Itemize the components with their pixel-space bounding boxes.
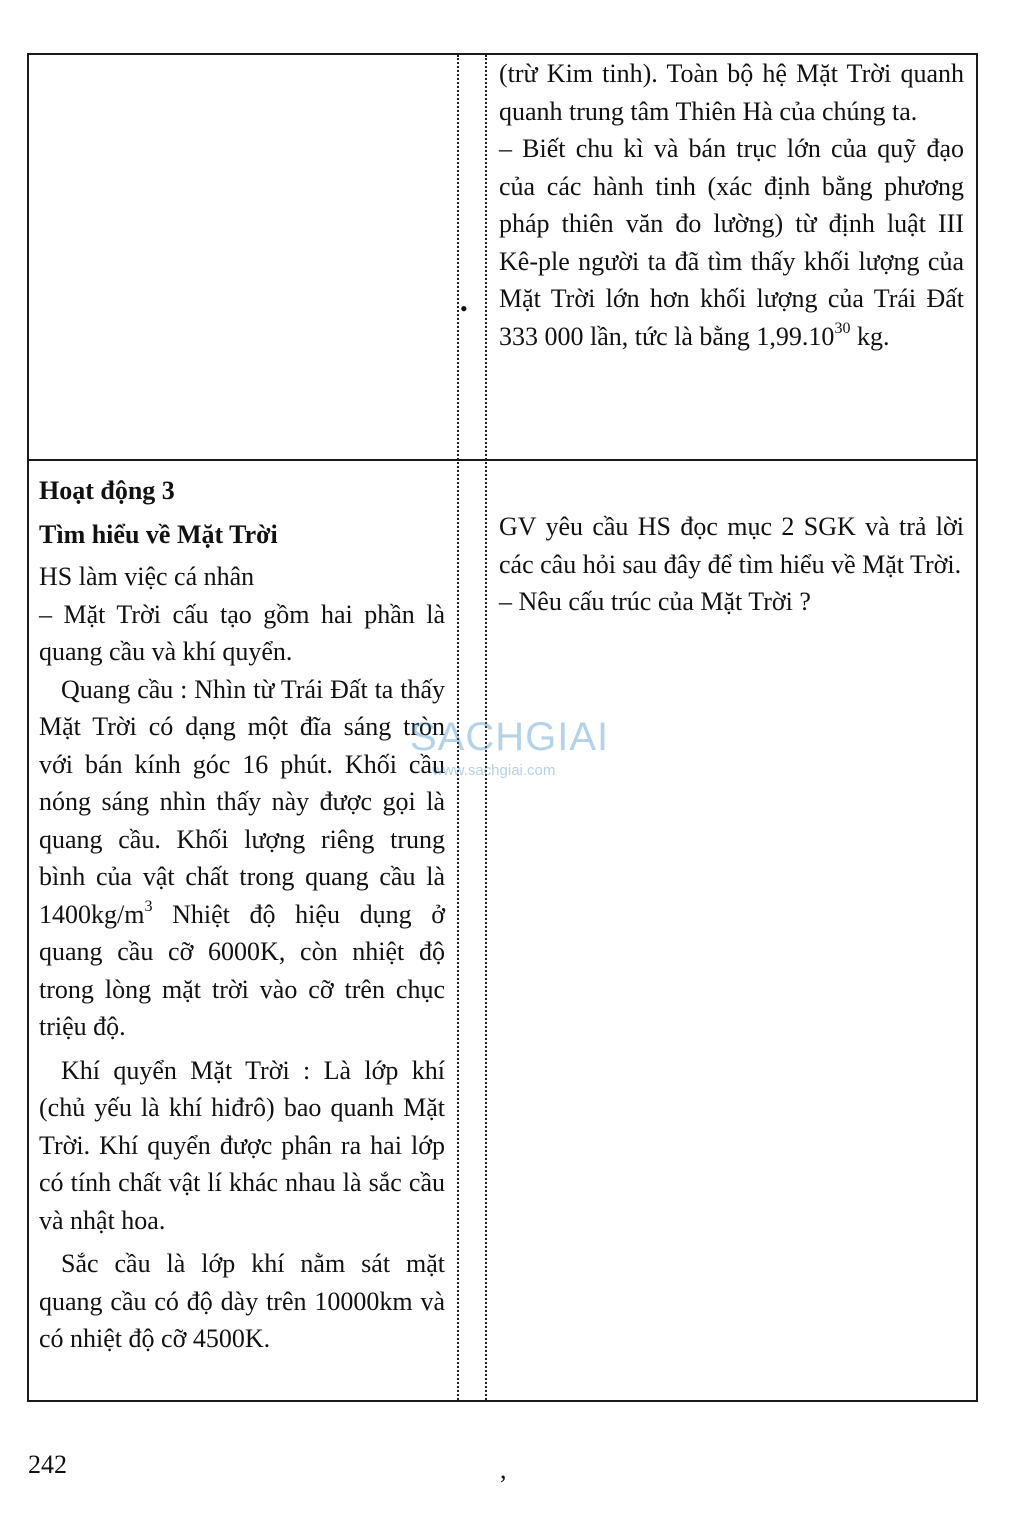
bullet-mark: • <box>460 296 468 321</box>
orbit-text: (trừ Kim tinh). Toàn bộ hệ Mặt Trời quanh quanh trung tâm Thiên Hà của chúng ta. <box>499 59 964 126</box>
density-exponent: 3 <box>144 897 153 915</box>
teacher-question: – Nêu cấu trúc của Mặt Trời ? <box>499 587 811 616</box>
student-activity-cell <box>39 470 445 1358</box>
column-divider-left <box>457 55 459 1400</box>
photosphere-body: Quang cầu : Nhìn từ Trái Đất ta thấy Mặt Trời có dạng một đĩa sáng tròn với bán kính góc 16 phút. Khối cầu nóng sáng nhìn thấy này được gọi là quang cầu. Khối lượng riêng trung bình của vật chất trong quang cầu là 1400kg/m <box>39 674 445 929</box>
photosphere-temperature: Nhiệt độ hiệu dụng ở quang cầu cỡ 6000K, còn nhiệt độ trong lòng mặt trời vào cỡ trên chục triệu độ. <box>39 899 445 1041</box>
mass-text-body: – Biết chu kì và bán trục lớn của quỹ đạo của các hành tinh (xác định bằng phương pháp thiên văn đo lường) từ định luật III Kê-ple người ta đã tìm thấy khối lượng của Mặt Trời lớn hơn khối lượng của Trái Đất 333 000 lần, tức là bằng 1,99.10 <box>499 134 964 351</box>
mass-exponent: 30 <box>834 319 851 337</box>
watermark-url: www.sachgiai.com <box>432 762 556 779</box>
activity-subheading: Tìm hiểu về Mặt Trời <box>39 520 278 549</box>
activity-mode: HS làm việc cá nhân <box>39 562 255 591</box>
page-number: 242 <box>28 1450 67 1479</box>
teacher-request: GV yêu cầu HS đọc mục 2 SGK và trả lời các câu hỏi sau đây để tìm hiểu về Mặt Trời. <box>499 512 964 579</box>
row-divider <box>27 459 978 461</box>
photosphere-text <box>39 671 445 1046</box>
stray-mark: , <box>500 1455 507 1484</box>
atmosphere-text: Khí quyển Mặt Trời : Là lớp khí (chủ yếu là khí hiđrô) bao quanh Mặt Trời. Khí quyển được phân ra hai lớp có tính chất vật lí khác nhau là sắc cầu và nhật hoa. <box>39 1055 445 1235</box>
top-right-cell <box>499 55 964 355</box>
column-divider-right <box>485 55 487 1400</box>
mass-text <box>499 130 964 355</box>
activity-heading: Hoạt động 3 <box>39 476 175 505</box>
watermark-title: SACHGIAI <box>410 715 610 759</box>
sun-structure-text: – Mặt Trời cấu tạo gồm hai phần là quang cầu và khí quyển. <box>39 599 445 666</box>
teacher-cell <box>499 508 964 621</box>
mass-unit: kg. <box>850 321 890 351</box>
chromosphere-text: Sắc cầu là lớp khí nằm sát mặt quang cầu có độ dày trên 10000km và có nhiệt độ cỡ 4500K. <box>39 1249 445 1353</box>
